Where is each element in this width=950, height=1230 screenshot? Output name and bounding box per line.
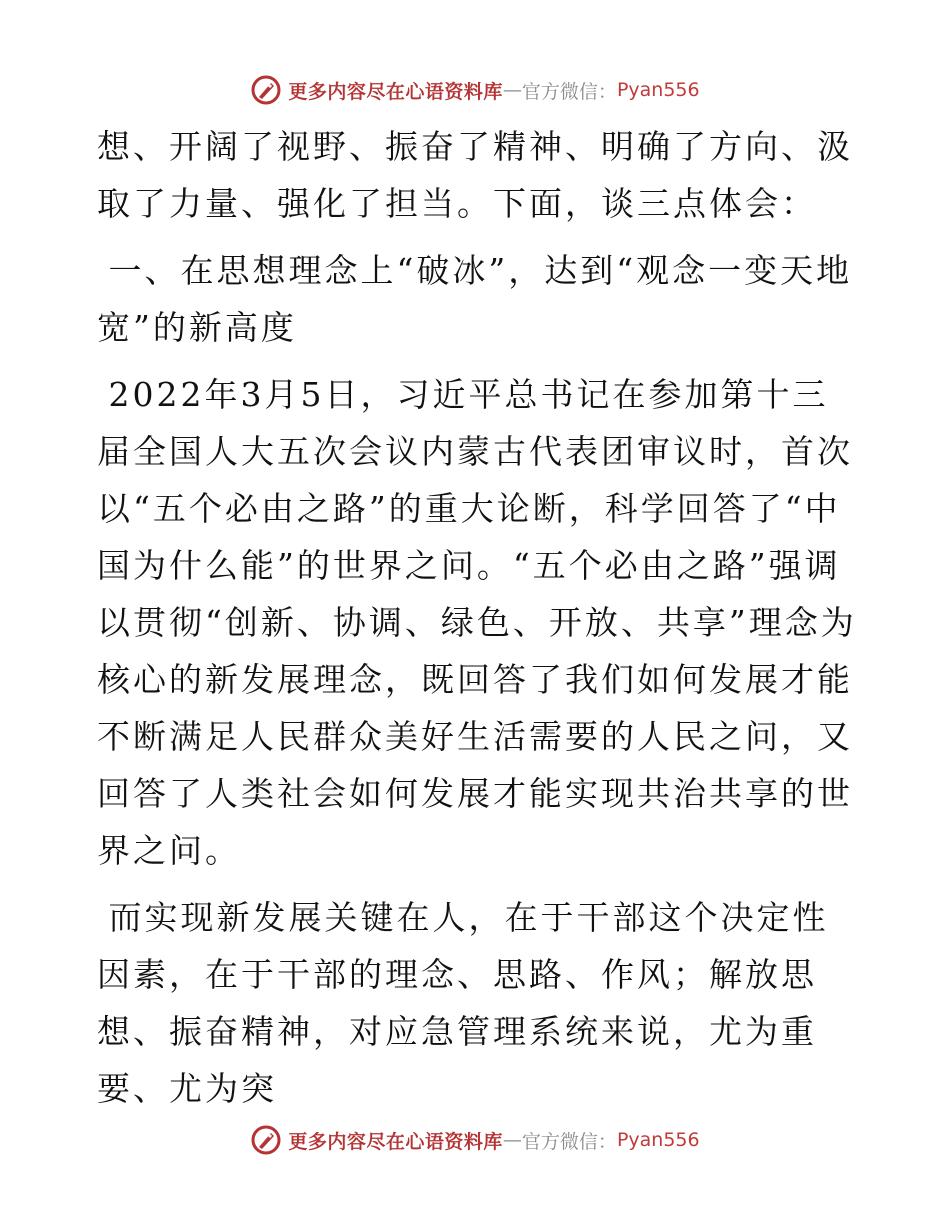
footer-banner <box>0 1120 950 1160</box>
banner-sub-text: 官方微信： <box>521 1130 617 1153</box>
banner-wechat-id: Pyan556 <box>616 79 700 101</box>
banner-dash: — <box>502 1129 522 1151</box>
paragraph-body-1: 2022年3月5日，习近平总书记在参加第十三届全国人大五次会议内蒙古代表团审议时，首次以“五个必由之路”的重大论断，科学回答了“中国为什么能”的世界之问。“五个必由之路”强调以贯彻“创新、协调、绿色、开放、共享”理念为核心的新发展理念，既回答了我们如何发展才能不断满足人民群众美好生活需要的人民之问，又回答了人类社会如何发展才能实现共治共享的世界之问。 <box>97 375 857 870</box>
banner-sub-text: 官方微信： <box>521 80 617 103</box>
pen-nib-logo-icon <box>250 1124 282 1156</box>
paragraph-body-2: 而实现新发展关键在人，在于干部这个决定性因素，在于干部的理念、思路、作风；解放思想、振奋精神，对应急管理系统来说，尤为重要、尤为突 <box>97 898 829 1108</box>
banner-wechat-id: Pyan556 <box>616 1129 700 1151</box>
banner-dash: — <box>502 79 522 101</box>
banner-main-text: 更多内容尽在心语资料库 <box>288 80 503 103</box>
document-body <box>97 118 857 1127</box>
banner-main-text: 更多内容尽在心语资料库 <box>288 1130 503 1153</box>
section-heading: 一、在思想理念上“破冰”，达到“观念一变天地宽”的新高度 <box>97 251 853 347</box>
header-banner <box>0 70 950 110</box>
paragraph-intro: 想、开阔了视野、振奋了精神、明确了方向、汲取了力量、强化了担当。下面，谈三点体会： <box>97 127 853 223</box>
pen-nib-logo-icon <box>250 74 282 106</box>
